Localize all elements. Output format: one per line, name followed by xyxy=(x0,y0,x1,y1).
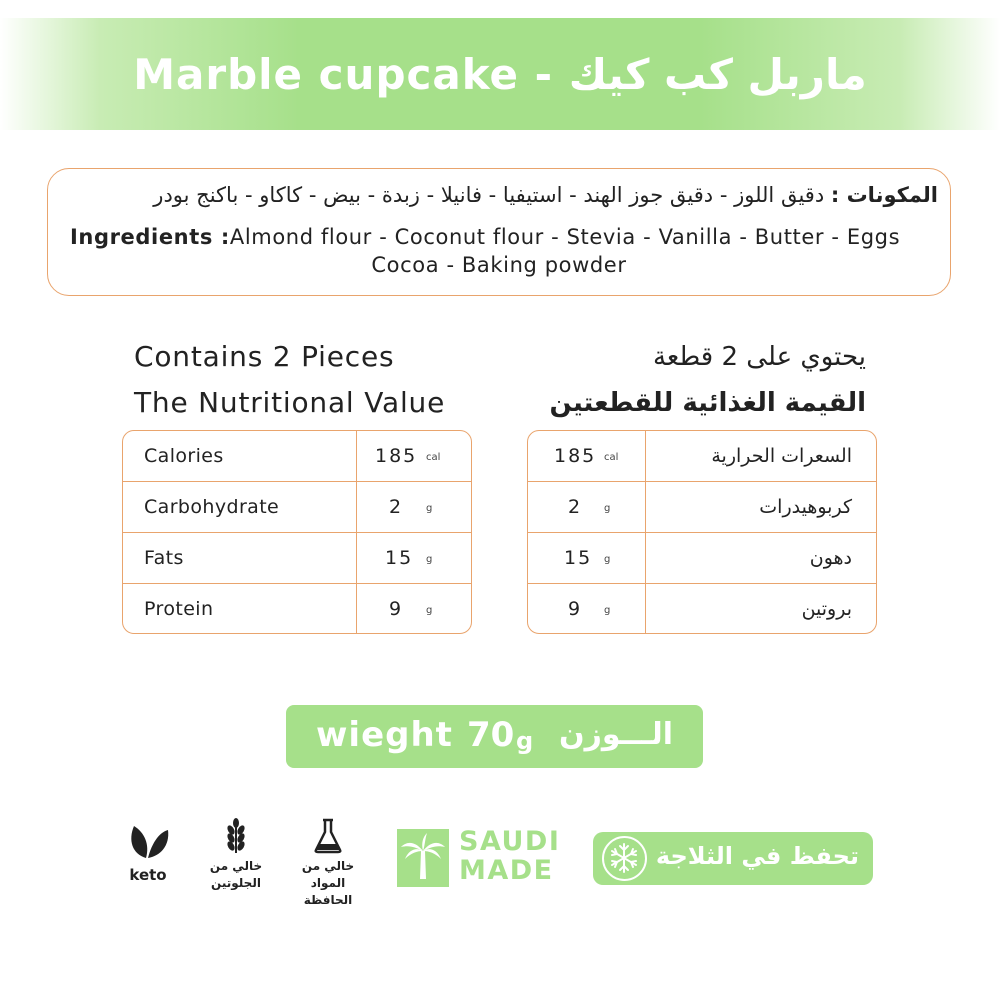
ingredients-english-label: Ingredients : xyxy=(70,225,230,249)
table-row xyxy=(123,584,471,634)
nutrition-heading-en: The Nutritional Value xyxy=(134,386,446,419)
nutrient-label: بروتين xyxy=(801,598,852,620)
nutrient-label: Carbohydrate xyxy=(144,496,280,518)
table-row xyxy=(123,482,471,533)
nutrient-label: كربوهيدرات xyxy=(759,496,852,518)
saudi-made-line1: SAUDI xyxy=(459,826,561,857)
nutrition-table-ar xyxy=(527,430,877,634)
nutrition-table-en xyxy=(122,430,472,634)
flask-icon xyxy=(313,818,343,854)
ingredients-english-line2: Cocoa - Baking powder xyxy=(371,253,627,277)
ingredients-arabic xyxy=(153,183,938,207)
table-row xyxy=(123,431,471,482)
keto-badge xyxy=(120,820,176,884)
snowflake-icon-ring xyxy=(602,836,647,881)
nutrient-value: 2 xyxy=(389,496,404,518)
nutrient-unit: cal xyxy=(604,452,619,463)
product-title: Marble cupcake - ماربل كب كيك xyxy=(133,49,867,99)
gluten-free-line1: خالي من xyxy=(209,859,263,873)
nutrient-value: 15 xyxy=(385,547,414,569)
keep-refrigerated-badge xyxy=(593,832,873,885)
saudi-made-line2: MADE xyxy=(459,855,554,886)
nutrient-value: 2 xyxy=(568,496,583,518)
table-row xyxy=(528,431,876,482)
gluten-free-badge xyxy=(200,818,272,892)
table-row xyxy=(528,584,876,634)
gluten-free-line2: الجلوتين xyxy=(211,876,261,890)
palm-box xyxy=(397,829,449,887)
keto-label: keto xyxy=(129,866,167,884)
nutrient-value: 15 xyxy=(564,547,593,569)
nutrient-unit: g xyxy=(426,503,433,514)
nutrient-unit: cal xyxy=(426,452,441,463)
weight-label: wieght xyxy=(316,715,453,755)
preservative-free-line2: الحافظة xyxy=(303,893,353,907)
nutrient-unit: g xyxy=(604,605,611,616)
preservative-free-line1: خالي من المواد xyxy=(301,859,355,890)
ingredients-english-line1 xyxy=(70,225,900,249)
weight-label-ar: الـــوزن xyxy=(559,717,673,752)
nutrient-label: السعرات الحرارية xyxy=(711,445,852,467)
nutrient-value: 9 xyxy=(568,598,583,620)
nutrient-label: دهون xyxy=(809,547,852,569)
keep-refrigerated-text: تحفظ في الثلاجة xyxy=(655,842,859,870)
nutrient-unit: g xyxy=(426,554,433,565)
ingredients-arabic-label: المكونات : xyxy=(830,183,938,207)
contains-heading-ar: يحتوي على 2 قطعة xyxy=(652,342,866,372)
nutrient-label: Calories xyxy=(144,445,224,467)
wheat-icon xyxy=(224,818,248,854)
contains-heading-en: Contains 2 Pieces xyxy=(134,340,395,373)
nutrient-value: 185 xyxy=(375,445,418,467)
nutrient-label: Fats xyxy=(144,547,184,569)
table-row xyxy=(528,482,876,533)
ingredients-arabic-text: دقيق اللوز - دقيق جوز الهند - استيفيا - فانيلا - زبدة - بيض - كاكاو - باكنج بودر xyxy=(153,183,825,207)
nutrition-heading-ar: القيمة الغذائية للقطعتين xyxy=(549,388,866,418)
ingredients-box xyxy=(47,168,951,296)
saudi-made-badge xyxy=(397,826,561,887)
preservative-free-badge xyxy=(292,818,364,909)
weight-value: 70 xyxy=(467,715,515,755)
leaves-icon xyxy=(126,820,170,860)
nutrient-unit: g xyxy=(426,605,433,616)
weight-badge xyxy=(286,705,703,768)
nutrient-unit: g xyxy=(604,503,611,514)
title-banner xyxy=(0,18,1000,130)
saudi-made-text xyxy=(459,827,560,885)
table-row xyxy=(123,533,471,584)
snowflake-icon xyxy=(604,838,644,878)
nutrient-unit: g xyxy=(604,554,611,565)
nutrient-value: 9 xyxy=(389,598,404,620)
nutrient-label: Protein xyxy=(144,598,214,620)
nutrient-value: 185 xyxy=(554,445,597,467)
palm-tree-icon xyxy=(397,829,449,887)
table-row xyxy=(528,533,876,584)
ingredients-english-text: Almond flour - Coconut flour - Stevia - Vanilla - Butter - Eggs xyxy=(229,225,901,249)
weight-unit: g xyxy=(516,727,534,755)
